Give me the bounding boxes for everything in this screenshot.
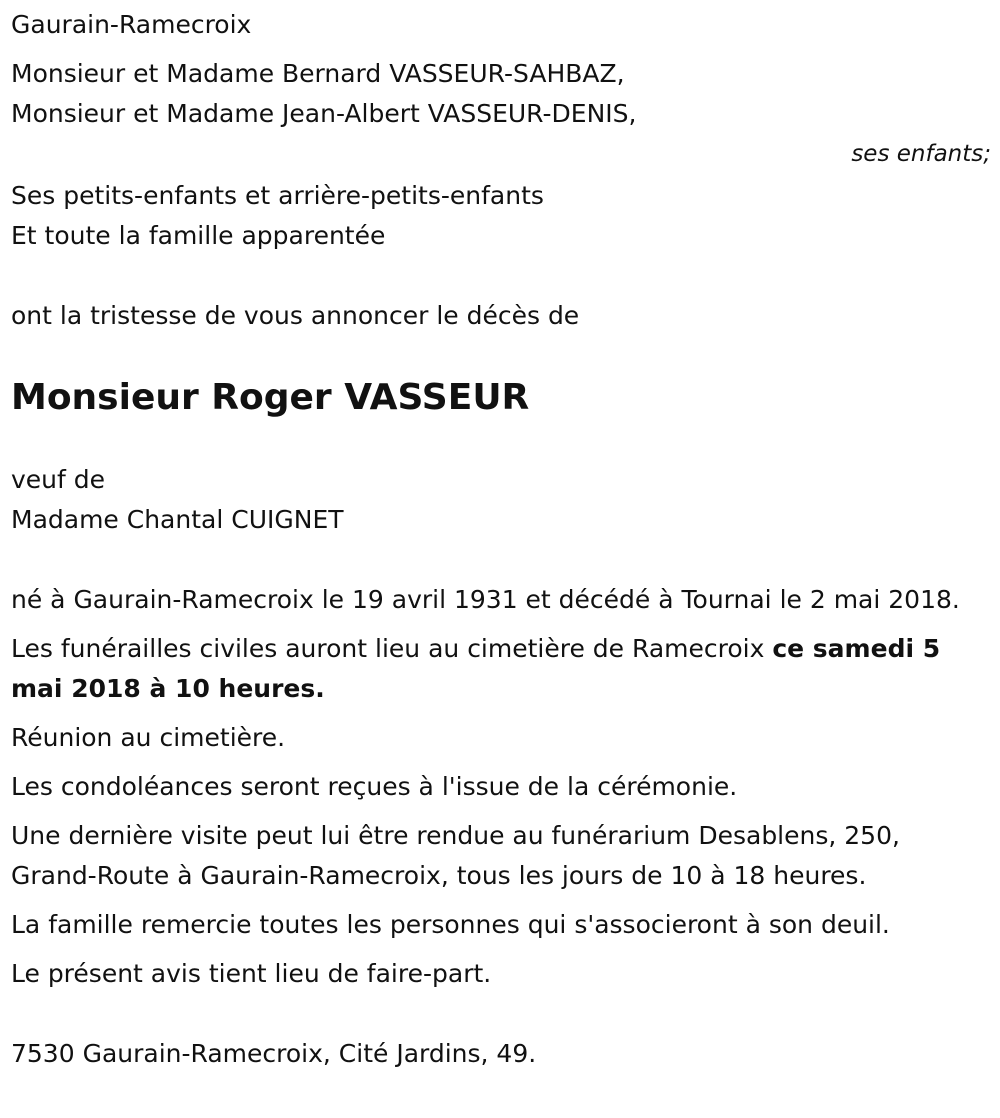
- child-line-2: Monsieur et Madame Jean-Albert VASSEUR-DENIS,: [11, 99, 637, 128]
- deceased-name: Monsieur Roger VASSEUR: [11, 377, 530, 418]
- funeral-text: Les funérailles civiles auront lieu au cimetière de Ramecroix: [11, 634, 773, 663]
- visit-info: Une dernière visite peut lui être rendue au funérarium Desablens, 250, Grand-Route à Gaurain-Ramecroix, tous les jours de 10 à 18 heures.: [11, 821, 900, 890]
- location-header: Gaurain-Ramecroix: [11, 10, 252, 39]
- announcement: ont la tristesse de vous annoncer le décès de: [11, 301, 580, 330]
- widower-label: veuf de: [11, 465, 106, 494]
- notice: Le présent avis tient lieu de faire-part.: [11, 959, 492, 988]
- meeting: Réunion au cimetière.: [11, 723, 286, 752]
- family-line-2: Et toute la famille apparentée: [11, 221, 386, 250]
- children-label: ses enfants;: [851, 141, 991, 167]
- birth-death: né à Gaurain-Ramecroix le 19 avril 1931 et décédé à Tournai le 2 mai 2018.: [11, 585, 960, 614]
- family-line-1: Ses petits-enfants et arrière-petits-enfants: [11, 181, 544, 210]
- child-line-1: Monsieur et Madame Bernard VASSEUR-SAHBAZ,: [11, 59, 625, 88]
- children-label-row: [11, 134, 991, 176]
- spouse-name: Madame Chantal CUIGNET: [11, 505, 344, 534]
- condolences: Les condoléances seront reçues à l'issue de la cérémonie.: [11, 772, 738, 801]
- obituary-notice: [11, 5, 991, 1074]
- funeral-date: ce samedi 5 mai 2018 à 10 heures.: [11, 634, 941, 703]
- thanks: La famille remercie toutes les personnes qui s'associeront à son deuil.: [11, 910, 890, 939]
- address: 7530 Gaurain-Ramecroix, Cité Jardins, 49.: [11, 1039, 537, 1068]
- funeral-info: [11, 629, 991, 709]
